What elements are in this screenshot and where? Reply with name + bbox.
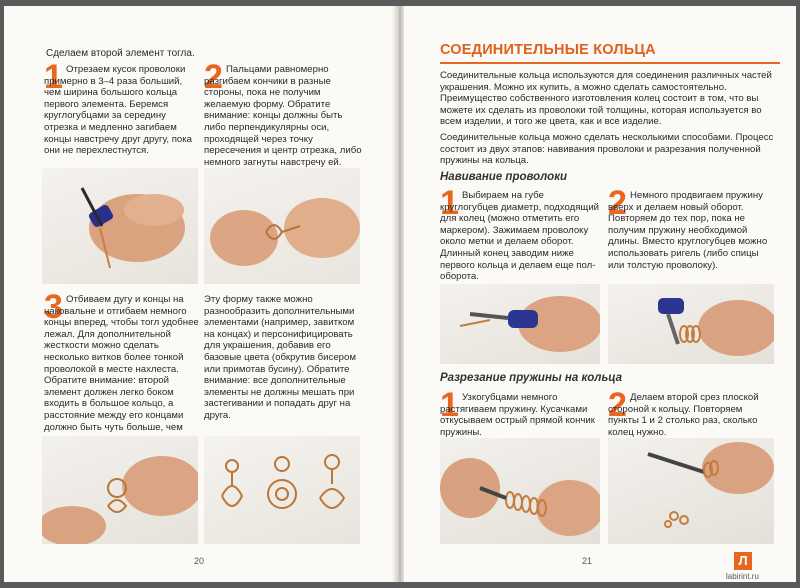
- step-number: 1: [44, 58, 63, 96]
- page-number-right: 21: [582, 556, 593, 566]
- labirint-logo-icon: Л: [734, 552, 752, 570]
- photo-shaping-wire: [204, 168, 360, 284]
- title-underline: [440, 62, 780, 64]
- toggle-hand-image: [42, 436, 198, 544]
- cut-rings-image: [608, 438, 774, 544]
- pliers-spring-image: [608, 284, 774, 364]
- step-number: 1: [440, 386, 459, 424]
- step-number: 2: [608, 386, 627, 424]
- photo-toggle-variants: [204, 436, 360, 544]
- step-number: 2: [608, 184, 627, 222]
- step-number: 2: [204, 58, 223, 96]
- step-number: 3: [44, 288, 63, 326]
- photo-winding-2: [608, 284, 774, 364]
- right-para-2: Соединительные кольца можно сделать несколькими способами. Процесс состоит из двух этапов: навивания проволоки и разрезания полученной пружины на кольца.: [440, 132, 774, 167]
- step-text: Пальцами равномерно разгибаем кончики в разные стороны, пока не получим желаемую форму. Обратите внимание: концы должны быть либо перпендикулярны оси, проходящей через точку пересечения и центр отрезка, либо немного загнуты навстречу ей.: [204, 64, 362, 168]
- photo-winding-1: [440, 284, 600, 364]
- step-text: Отрезаем кусок проволоки примерно в 3–4 раза больший, чем ширина большого кольца первого элемента. Беремся круглогубцами за середину отрезка и медленно загибаем концы навстречу друг другу, пока они не перехлестнутся.: [44, 64, 192, 157]
- step-number: 1: [440, 184, 459, 222]
- hands-wire-image: [204, 168, 360, 284]
- page-number-left: 20: [194, 556, 205, 566]
- photo-bending-wire: [42, 168, 198, 284]
- hands-pliers-image: [42, 168, 198, 284]
- section-title: СОЕДИНИТЕЛЬНЫЕ КОЛЬЦА: [440, 42, 656, 58]
- step-text: Узкогубцами немного растягиваем пружину. Кусачками откусываем острый прямой кончик пружины.: [440, 392, 595, 438]
- step-text: Делаем второй срез плоской стороной к кольцу. Повторяем пункты 1 и 2 столько раз, сколько колец нужно.: [608, 392, 759, 438]
- photo-cutting-2: [608, 438, 774, 544]
- left-note: Эту форму также можно разнообразить дополнительными элементами (например, завитком на концах) и персонифицировать для украшения, добавив его базовые цвета (обкрутив бисером или примотав бусину). Обратите внимание: все дополнительные элементы не должны мешать при застегивании и попадать друг на друга.: [204, 294, 356, 421]
- pliers-wire-image: [440, 284, 600, 364]
- right-page: [404, 6, 796, 582]
- photo-toggle-hand: [42, 436, 198, 544]
- step-text: Немного продвигаем пружину вверх и делаем новый оборот. Повторяем до тех пор, пока не получим пружину необходимой длины. Вместо круглогубцев можно использовать ригель (либо спицы или толстую проволоку).: [608, 190, 768, 271]
- photo-cutting-1: [440, 438, 600, 544]
- toggle-variants-image: [204, 436, 360, 544]
- step-text: Выбираем на губе круглогубцев диаметр, подходящий для колец (можно отметить его маркером). Зажимаем проволоку около метки и делаем оборот. Длинный конец заводим ниже первого кольца и делаем еще пол-оборота.: [440, 190, 600, 283]
- logo-caption: labirint.ru: [726, 572, 759, 581]
- left-page: [4, 6, 396, 582]
- cut-spring-image: [440, 438, 600, 544]
- subheading-winding: Навивание проволоки: [440, 171, 568, 183]
- left-intro: Сделаем второй элемент тогла.: [46, 48, 195, 59]
- subheading-cutting: Разрезание пружины на кольца: [440, 372, 622, 384]
- right-para-1: Соединительные кольца используются для соединения различных частей украшения. Можно их купить, а можно сделать самостоятельно. Преимущество собственного изготовления колец состоит в том, что вы можете их сделать из проволоки той толщины, которая используется во всем изделии, и того же цвета, как и все изделие.: [440, 70, 772, 128]
- step-text: Отбиваем дугу и концы на наковальне и отгибаем немного концы вперед, чтобы тогл удобнее лежал. Для дополнительной жесткости можно сделать несколько витков более тонкой проволокой в месте нахлеста. Обратите внимание: второй элемент должен легко боком входить в большое кольцо, а расстояние между его концами должно быть чуть больше, чем: [44, 294, 199, 433]
